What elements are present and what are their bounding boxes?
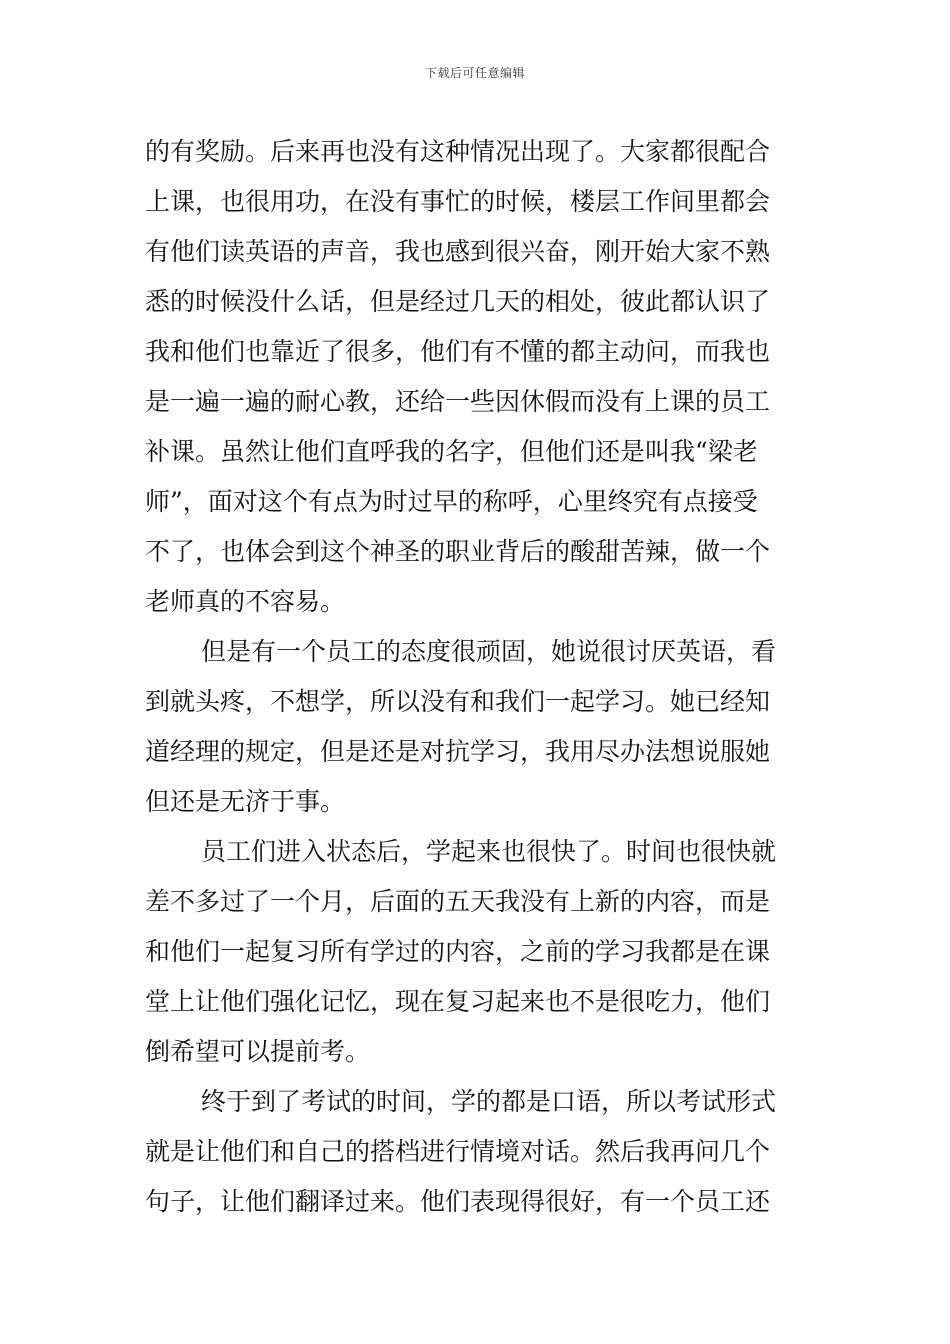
text-line: 师”，面对这个有点为时过早的称呼，心里终究有点接受: [145, 487, 758, 516]
text-line: 的有奖励。后来再也没有这种情况出现了。大家都很配合: [145, 137, 771, 166]
text-line: 是一遍一遍的耐心教，还给一些因休假而没有上课的员工: [145, 387, 771, 416]
text-line: 道经理的规定，但是还是对抗学习，我用尽办法想说服她: [145, 737, 771, 766]
body-text: [145, 127, 805, 1227]
text-line: 但是有一个员工的态度很顽固，她说很讨厌英语，看: [201, 637, 777, 666]
text-line: 终于到了考试的时间，学的都是口语，所以考试形式: [201, 1087, 777, 1116]
text-line: 有他们读英语的声音，我也感到很兴奋，刚开始大家不熟: [145, 237, 771, 266]
text-line: 倒希望可以提前考。: [145, 1037, 371, 1066]
text-line: 悉的时候没什么话，但是经过几天的相处，彼此都认识了: [145, 287, 771, 316]
text-line: 就是让他们和自己的搭档进行情境对话。然后我再问几个: [145, 1137, 771, 1166]
text-line: 堂上让他们强化记忆，现在复习起来也不是很吃力，他们: [145, 987, 771, 1016]
text-line: 我和他们也靠近了很多，他们有不懂的都主动问，而我也: [145, 337, 771, 366]
text-line: 老师真的不容易。: [145, 587, 346, 616]
text-line: 差不多过了一个月，后面的五天我没有上新的内容，而是: [145, 887, 771, 916]
text-line: 员工们进入状态后，学起来也很快了。时间也很快就: [201, 837, 777, 866]
text-line: 不了，也体会到这个神圣的职业背后的酸甜苦辣，做一个: [145, 537, 771, 566]
text-line: 和他们一起复习所有学过的内容，之前的学习我都是在课: [145, 937, 771, 966]
text-line: 句子，让他们翻译过来。他们表现得很好，有一个员工还: [145, 1187, 771, 1216]
text-line: 到就头疼，不想学，所以没有和我们一起学习。她已经知: [145, 687, 771, 716]
text-line: 补课。虽然让他们直呼我的名字，但他们还是叫我“梁老: [145, 437, 758, 466]
text-line: 但还是无济于事。: [145, 787, 346, 816]
text-line: 上课，也很用功，在没有事忙的时候，楼层工作间里都会: [145, 187, 771, 216]
page-header: 下载后可任意编辑: [424, 66, 525, 80]
